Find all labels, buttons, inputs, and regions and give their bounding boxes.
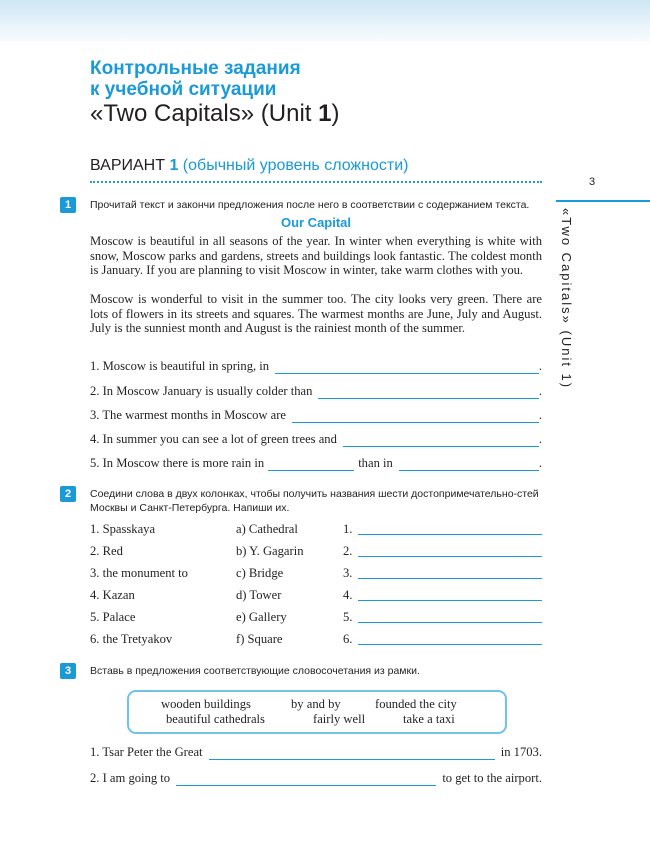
sentence-period: .: [538, 456, 542, 470]
phrase: take a taxi: [403, 712, 455, 726]
unit-title-main: «Two Capitals»: [90, 100, 255, 127]
answer-blank[interactable]: [358, 588, 542, 601]
sentence-text: 2. In Moscow January is usually colder than: [90, 384, 313, 398]
sentence-period: .: [538, 384, 542, 398]
right-column-item: e) Gallery: [236, 610, 287, 624]
title-line-2: к учебной ситуации: [90, 79, 277, 100]
answer-blank[interactable]: [268, 458, 354, 471]
left-column-item: 6. the Tretyakov: [90, 632, 173, 646]
text-title: Our Capital: [280, 215, 352, 230]
sentence-middle: than in: [358, 456, 393, 470]
answer-blank[interactable]: [399, 458, 539, 471]
answer-row: [343, 588, 542, 603]
task-3-badge: 3: [60, 663, 76, 679]
sentence-text: 2. I am going to: [90, 771, 171, 785]
right-column-item: b) Y. Gagarin: [236, 544, 304, 558]
answer-blank[interactable]: [292, 410, 539, 423]
left-column-item: 4. Kazan: [90, 588, 135, 602]
variant-label: ВАРИАНТ: [90, 157, 165, 174]
answer-blank[interactable]: [275, 361, 539, 374]
side-running-header: «Two Capitals» (Unit 1): [559, 208, 574, 390]
word-box: [127, 690, 507, 734]
unit-title: [90, 100, 339, 128]
answer-blank[interactable]: [358, 522, 542, 535]
answer-number: 2.: [343, 544, 353, 558]
phrase: fairly well: [313, 712, 366, 726]
left-column-item: 5. Palace: [90, 610, 136, 624]
variant-heading: [90, 157, 408, 175]
sentence-period: .: [538, 432, 542, 446]
right-column-item: d) Tower: [236, 588, 282, 602]
answer-blank[interactable]: [318, 386, 538, 399]
side-rule: [556, 200, 650, 202]
sentence-text: 1. Tsar Peter the Great: [90, 745, 203, 759]
sentence-text: 5. In Moscow there is more rain in: [90, 456, 265, 470]
text-paragraph-1: Moscow is beautiful in all seasons of the year. In winter when everything is white with snow, Moscow parks and gardens, streets and buildings look fantastic. The coldest month is January. If you are planning to visit Moscow in winter, take warm clothes with you.: [90, 234, 542, 277]
sentence-row: [90, 358, 542, 374]
right-column-item: a) Cathedral: [236, 522, 298, 536]
answer-row: [343, 610, 542, 625]
answer-number: 6.: [343, 632, 353, 646]
title-line-1: Контрольные задания: [90, 58, 301, 79]
answer-row: [343, 566, 542, 581]
left-column-item: 3. the monument to: [90, 566, 188, 580]
answer-number: 3.: [343, 566, 353, 580]
sentence-row: [90, 383, 542, 399]
phrase: by and by: [291, 697, 341, 711]
sentence-row: [90, 431, 542, 447]
sentence-end: to get to the airport.: [442, 771, 542, 785]
dotted-divider: [90, 181, 542, 183]
sentence-end: in 1703.: [500, 745, 542, 759]
variant-level: (обычный уровень сложности): [182, 157, 409, 174]
page-number: 3: [589, 176, 596, 188]
answer-blank[interactable]: [358, 544, 542, 557]
task-3-instruction: Вставь в предложения соответствующие словосочетания из рамки.: [90, 665, 420, 677]
answer-blank[interactable]: [358, 632, 542, 645]
answer-blank[interactable]: [358, 610, 542, 623]
answer-number: 1.: [343, 522, 353, 536]
left-column-item: 2. Red: [90, 544, 123, 558]
phrase: founded the city: [375, 697, 457, 711]
sentence-row: [90, 455, 542, 471]
answer-blank[interactable]: [358, 566, 542, 579]
task-2-badge: 2: [60, 486, 76, 502]
answer-row: [343, 522, 542, 537]
sentence-row: [90, 770, 542, 786]
task-1-instruction: Прочитай текст и закончи предложения после него в соответствии с содержанием текста.: [90, 199, 530, 211]
answer-row: [343, 632, 542, 647]
right-column-item: c) Bridge: [236, 566, 284, 580]
sentence-text: 4. In summer you can see a lot of green trees and: [90, 432, 337, 446]
sentence-text: 1. Moscow is beautiful in spring, in: [90, 359, 270, 373]
answer-blank[interactable]: [209, 747, 495, 760]
top-gradient-band: [0, 0, 650, 48]
task-2-instruction: Соедини слова в двух колонках, чтобы получить названия шести достопримечательно-стей Москвы и Санкт-Петербурга. Напиши их.: [90, 488, 539, 514]
phrase: wooden buildings: [161, 697, 251, 711]
answer-number: 4.: [343, 588, 353, 602]
left-column-item: 1. Spasskaya: [90, 522, 156, 536]
answer-blank[interactable]: [176, 773, 436, 786]
unit-title-close: ): [331, 100, 340, 127]
phrase: beautiful cathedrals: [166, 712, 265, 726]
answer-blank[interactable]: [343, 434, 539, 447]
sentence-period: .: [538, 359, 542, 373]
text-paragraph-2: Moscow is wonderful to visit in the summer too. The city looks very green. There are lots of flowers in its streets and squares. The warmest months are June, July and August. July is the sunniest month and August is the rainiest month of the summer.: [90, 292, 542, 335]
unit-title-number: 1: [318, 100, 332, 127]
sentence-text: 3. The warmest months in Moscow are: [90, 408, 286, 422]
variant-number: 1: [169, 157, 179, 174]
right-column-item: f) Square: [236, 632, 283, 646]
task-1-badge: 1: [60, 197, 76, 213]
answer-number: 5.: [343, 610, 353, 624]
sentence-period: .: [538, 408, 542, 422]
unit-title-unit: (Unit: [260, 100, 319, 127]
answer-row: [343, 544, 542, 559]
sentence-row: [90, 407, 542, 423]
sentence-row: [90, 744, 542, 760]
section-title: [90, 58, 301, 100]
